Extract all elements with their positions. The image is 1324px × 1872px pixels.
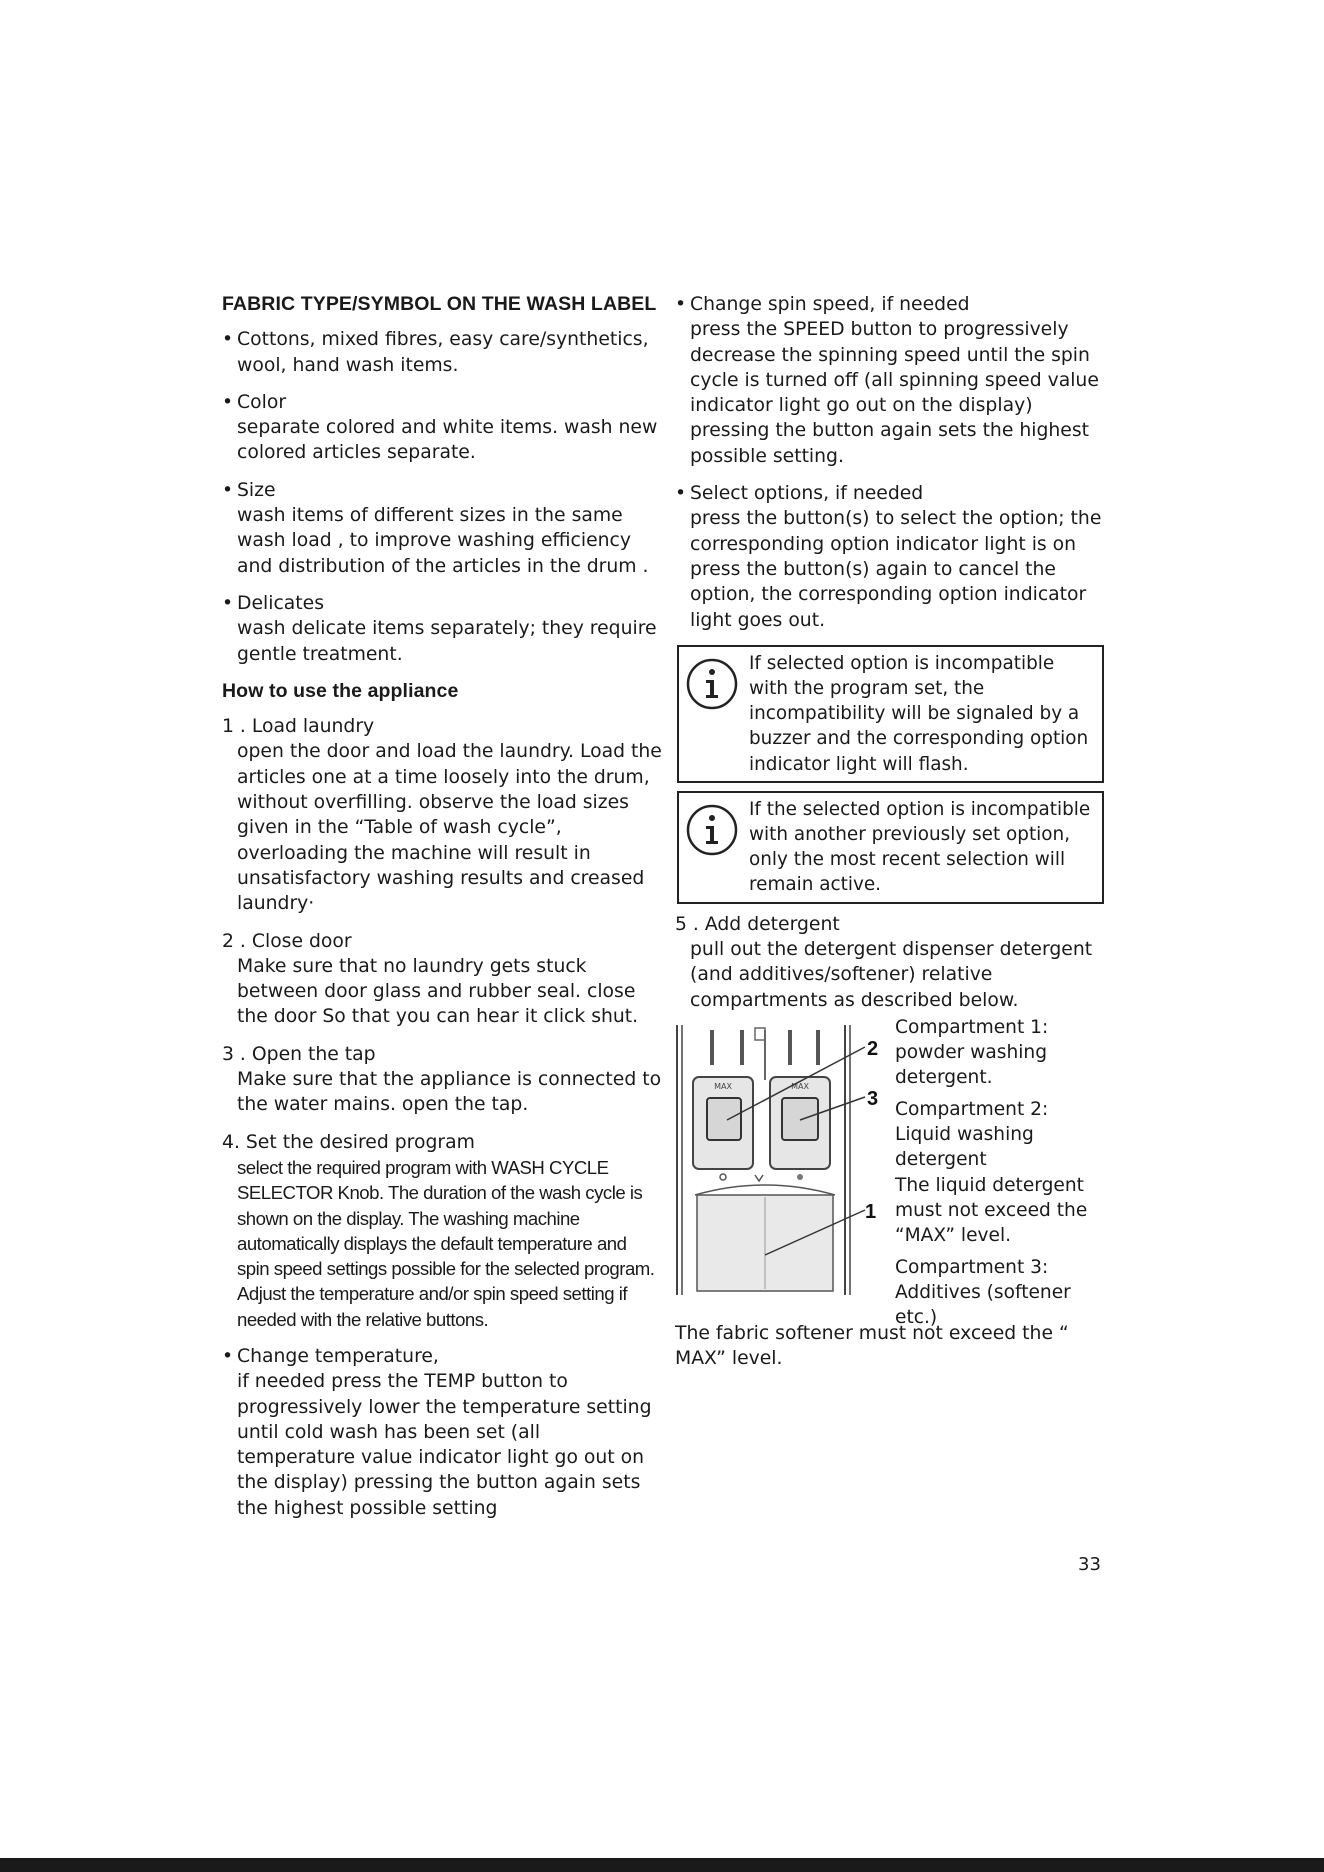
bullet-size: • Size wash items of different sizes in the same wash load , to improve washing efficiency and distribution of the articles in the drum . xyxy=(222,479,649,577)
fabric-heading: FABRIC TYPE/SYMBOL ON THE WASH LABEL xyxy=(222,293,657,315)
softener-note: The fabric softener must not exceed the “ MAX” level. xyxy=(675,1322,1069,1370)
right-column xyxy=(675,292,1105,1371)
notice-incompatible-option: If the selected option is incompatible with another previously set option, only the most recent selection will remain active. xyxy=(677,791,1104,904)
compartment-3: Compartment 3: Additives (softener etc.) xyxy=(895,1256,1071,1329)
dispenser-section xyxy=(675,1016,1105,1333)
step-load-laundry: 1 . Load laundry open the door and load the laundry. Load the articles one at a time loosely into the drum, without overfilling. observe the load sizes given in the “Table of wash cycle”, overloading the machine will result in unsatisfactory washing results and creased laundry· xyxy=(222,716,662,915)
bullet-color: • Color separate colored and white items. wash new colored articles separate. xyxy=(222,391,658,464)
compartment-1: Compartment 1: powder washing detergent. xyxy=(895,1016,1049,1089)
bullet-fabric-types: • Cottons, mixed fibres, easy care/synthetics, wool, hand wash items. xyxy=(222,329,649,376)
callout-1: 1 xyxy=(865,1200,877,1223)
how-to-use-heading: How to use the appliance xyxy=(222,679,459,702)
info-icon xyxy=(685,803,739,857)
step-add-detergent: 5 . Add detergent pull out the detergent dispenser detergent (and additives/softener) relative compartments as described below. xyxy=(675,913,1093,1011)
bullet-change-temperature: • Change temperature, if needed press the TEMP button to progressively lower the temperature setting until cold wash has been set (all temperature value indicator light go out on the display) pressing the button again sets the highest possible setting xyxy=(222,1345,652,1519)
left-column xyxy=(222,292,662,1533)
max-label-right: MAX xyxy=(791,1081,809,1091)
callout-3: 3 xyxy=(867,1087,879,1110)
page-number: 33 xyxy=(1078,1554,1101,1575)
compartment-descriptions xyxy=(895,1015,1095,1337)
notice-incompatible-program: If selected option is incompatible with the program set, the incompatibility will be signaled by a buzzer and the corresponding option indicator light will flash. xyxy=(677,645,1104,783)
bullet-select-options: • Select options, if needed press the button(s) to select the option; the corresponding option indicator light is on press the button(s) again to cancel the option, the corresponding option indicator light goes out. xyxy=(675,483,1102,631)
callout-2: 2 xyxy=(867,1037,879,1060)
info-icon xyxy=(685,657,739,711)
detergent-dispenser-diagram xyxy=(675,1025,885,1315)
bullet-dot: • xyxy=(222,329,234,351)
compartment-2: Compartment 2: Liquid washing detergent The liquid detergent must not exceed the “MAX” level. xyxy=(895,1098,1088,1247)
max-label-left: MAX xyxy=(714,1081,732,1091)
step-close-door: 2 . Close door Make sure that no laundry gets stuck between door glass and rubber seal. close the door So that you can hear it click shut. xyxy=(222,930,639,1028)
step-set-program: 4. Set the desired program select the required program with WASH CYCLE SELECTOR Knob. The duration of the wash cycle is shown on the display. The washing machine automatically displays the default temperature and spin speed settings possible for the selected program. Adjust the temperature and/or spin speed setting if needed with the relative buttons. xyxy=(222,1131,655,1330)
bullet-delicates: • Delicates wash delicate items separately; they require gentle treatment. xyxy=(222,592,657,665)
bullet-spin-speed: • Change spin speed, if needed press the SPEED button to progressively decrease the spinning speed until the spin cycle is turned off (all spinning speed value indicator light go out on the display) pressing the button again sets the highest possible setting. xyxy=(675,294,1099,467)
step-open-tap: 3 . Open the tap Make sure that the appliance is connected to the water mains. open the tap. xyxy=(222,1043,662,1116)
bottom-rule xyxy=(0,1858,1324,1872)
